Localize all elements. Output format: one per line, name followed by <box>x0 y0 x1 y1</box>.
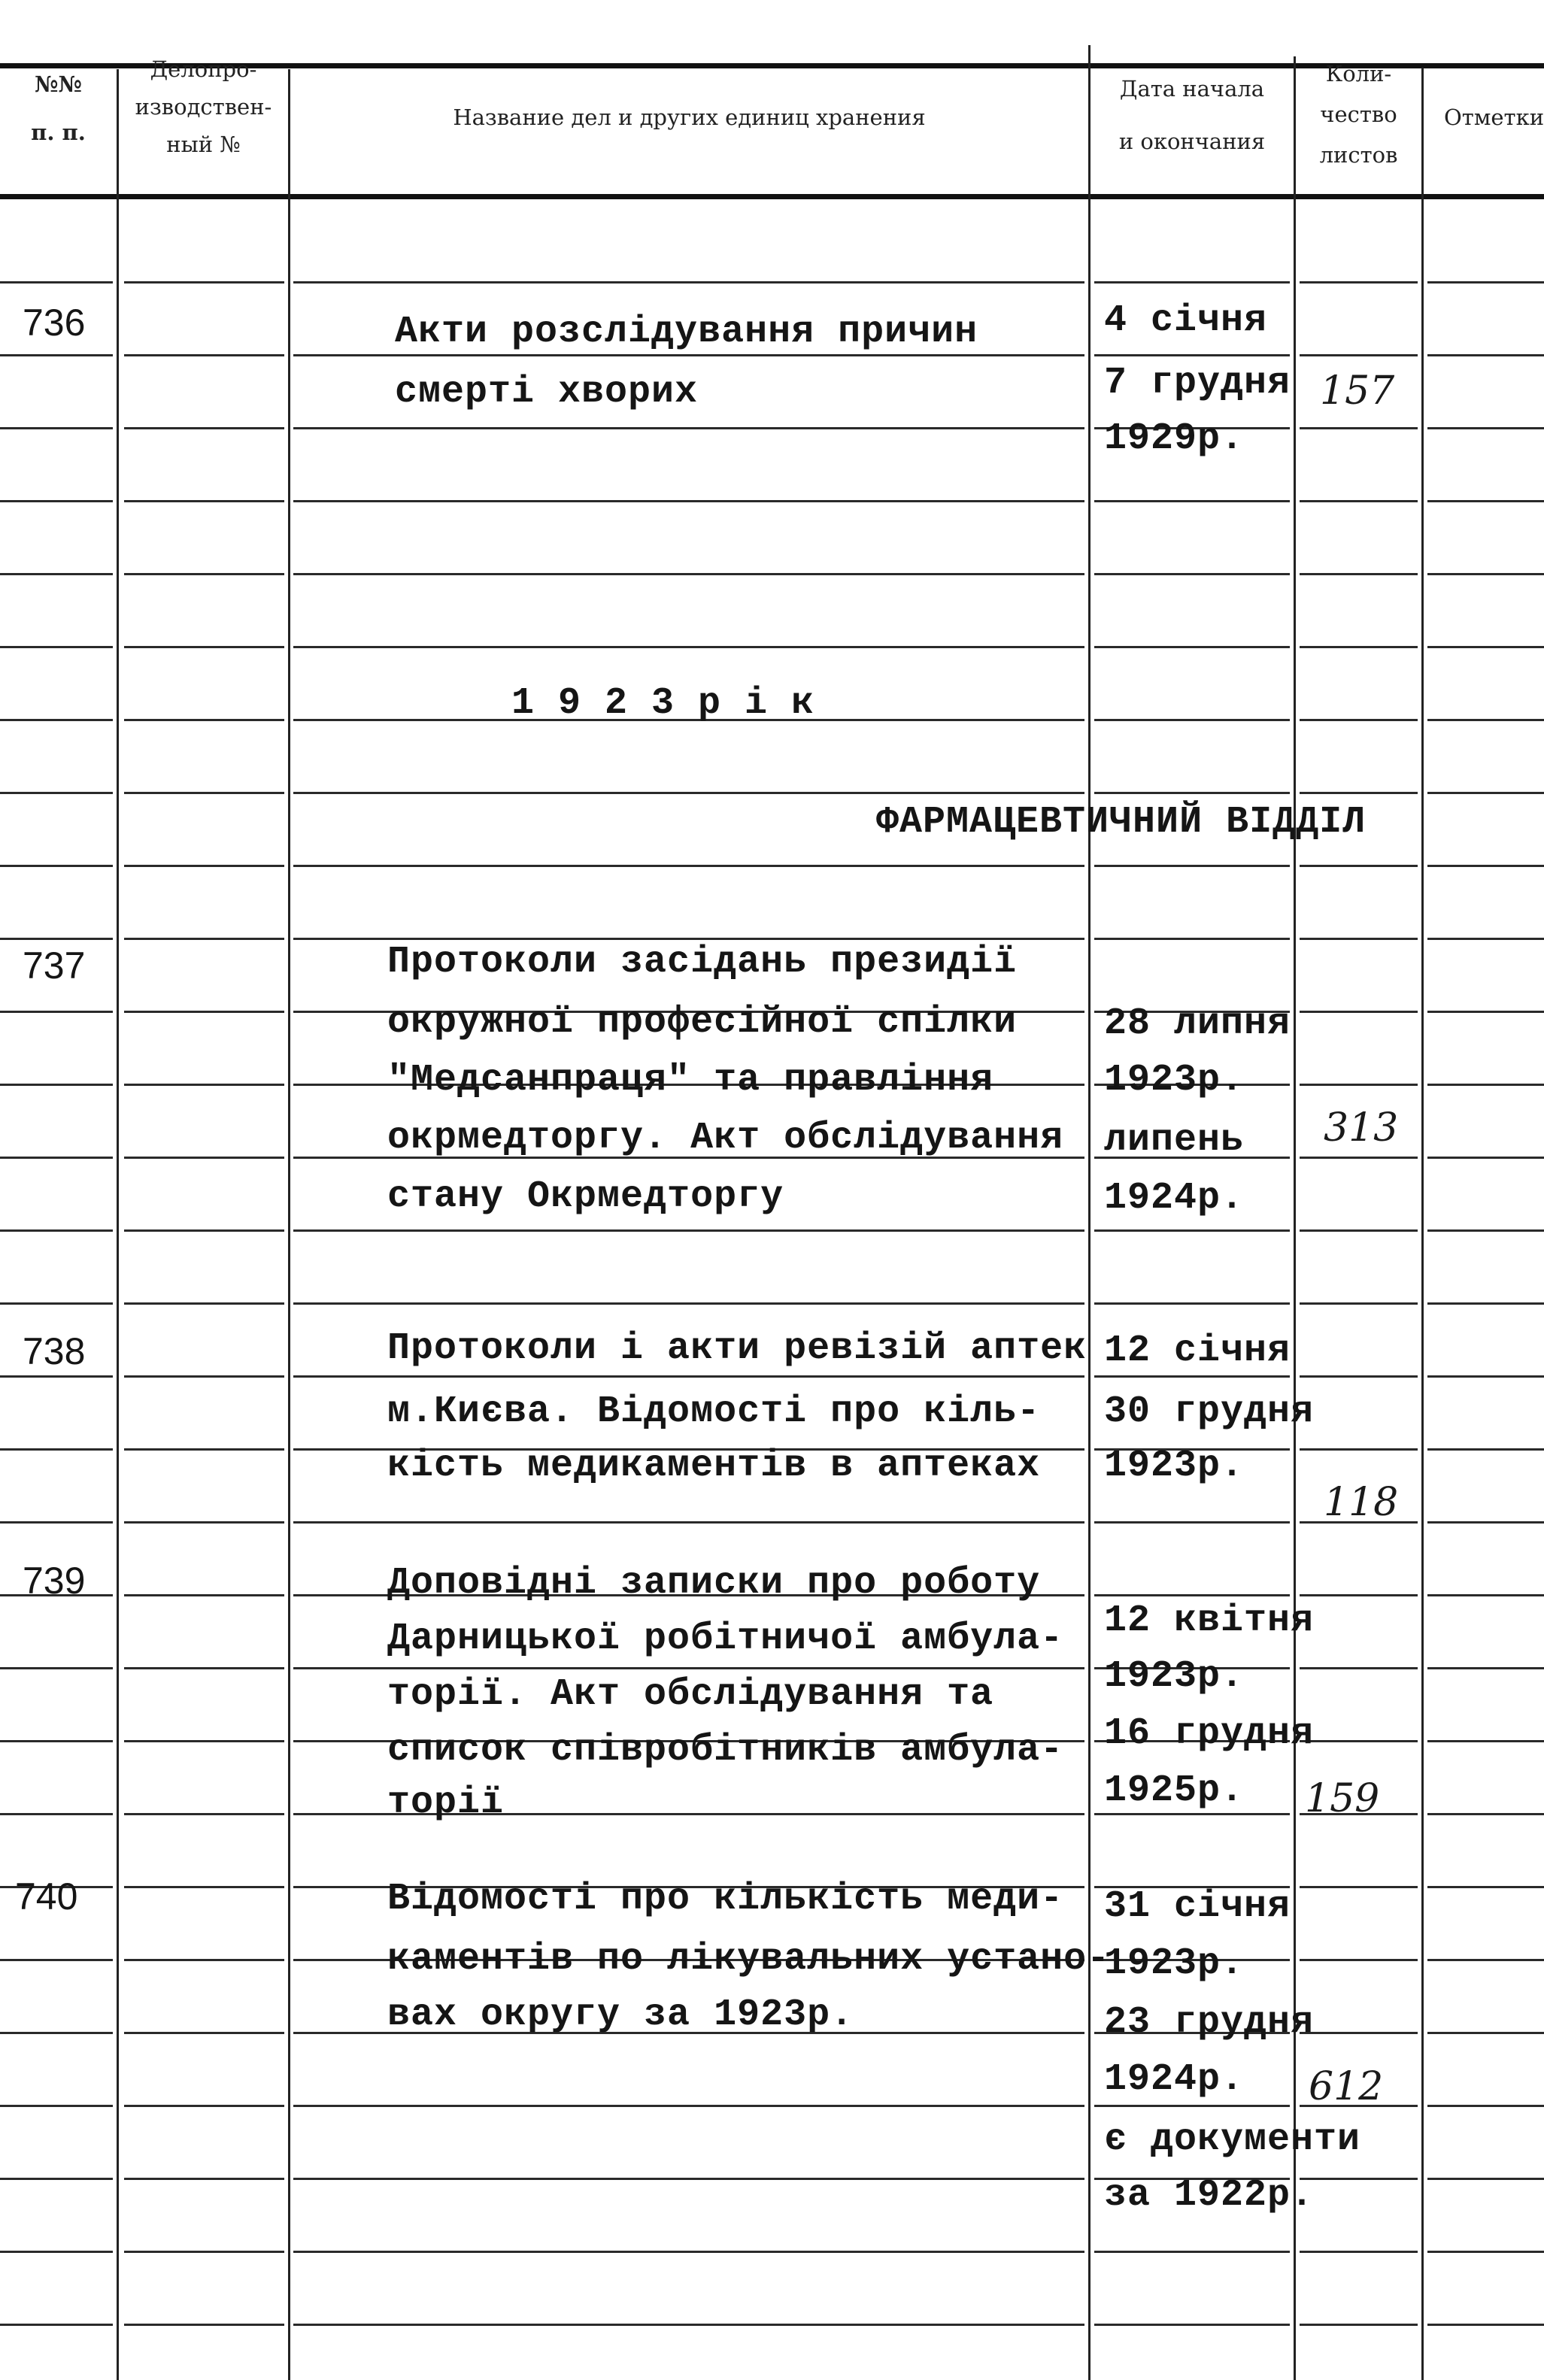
ruled-line <box>1300 1959 1418 1961</box>
ruled-line <box>1427 573 1544 575</box>
ruled-line <box>1094 500 1290 502</box>
ruled-line <box>0 1448 113 1451</box>
header-bottom-rule <box>0 194 1544 199</box>
ruled-line <box>1427 792 1544 794</box>
section-department: ФАРМАЦЕВТИЧНИЙ ВІДДІЛ <box>876 801 1367 844</box>
ruled-line <box>1427 1302 1544 1305</box>
ruled-line <box>124 2105 284 2107</box>
ruled-line <box>0 354 113 356</box>
entry-date-line: 16 грудня <box>1104 1712 1315 1755</box>
header-text: п. п. <box>31 120 86 145</box>
ruled-line <box>0 427 113 429</box>
ruled-line <box>1094 281 1290 283</box>
ruled-line <box>124 1157 284 1159</box>
entry-title-line: список співробітників амбула- <box>387 1729 1064 1772</box>
ruled-line <box>0 1667 113 1669</box>
ruled-line <box>1427 1959 1544 1961</box>
entry-title-line: Доповідні записки про роботу <box>387 1562 1041 1605</box>
ruled-line <box>0 1084 113 1086</box>
ruled-line <box>1300 1229 1418 1232</box>
ruled-line <box>1300 719 1418 721</box>
ruled-line <box>124 2251 284 2253</box>
entry-title-line: м.Києва. Відомості про кіль- <box>387 1390 1041 1433</box>
ruled-line <box>1094 1302 1290 1305</box>
entry-title-line: стану Окрмедторгу <box>387 1175 784 1218</box>
ruled-line <box>0 2178 113 2180</box>
ruled-line <box>293 500 1084 502</box>
entry-sheet-count: 313 <box>1324 1105 1399 1151</box>
ruled-line <box>0 865 113 867</box>
header-text: Дата начала <box>1119 76 1265 102</box>
entry-date-line: 1923р. <box>1104 1655 1245 1698</box>
header-dates <box>1091 72 1294 158</box>
ruled-line <box>1300 1157 1418 1159</box>
entry-date-line: 31 січня <box>1104 1885 1291 1928</box>
entry-date-line: 1923р. <box>1104 1059 1245 1102</box>
ruled-line <box>0 2324 113 2326</box>
ruled-line <box>1300 646 1418 648</box>
ruled-line <box>1300 354 1418 356</box>
ruled-line <box>0 2251 113 2253</box>
entry-title-line: Акти розслідування причин <box>395 311 978 353</box>
ruled-line <box>124 573 284 575</box>
entry-number: 740 <box>15 1875 78 1918</box>
entry-number: 736 <box>23 302 86 344</box>
header-text: Делопро- <box>150 56 257 82</box>
ruled-line <box>1427 354 1544 356</box>
ruled-line <box>1300 792 1418 794</box>
ruled-line <box>1300 1594 1418 1596</box>
entry-sheet-count: 612 <box>1309 2064 1384 2109</box>
ruled-line <box>1300 2178 1418 2180</box>
ruled-line <box>1427 719 1544 721</box>
ruled-line <box>1300 2032 1418 2034</box>
ruled-line <box>124 792 284 794</box>
ruled-line <box>0 938 113 940</box>
entry-title-line: "Медсанпраця" та правління <box>387 1059 994 1102</box>
ruled-line <box>0 2105 113 2107</box>
ruled-line <box>293 792 1084 794</box>
ruled-line <box>293 573 1084 575</box>
ruled-line <box>1300 1011 1418 1013</box>
ruled-line <box>124 1302 284 1305</box>
ruled-line <box>0 1740 113 1742</box>
header-text: №№ <box>34 71 83 97</box>
ruled-line <box>124 281 284 283</box>
ruled-line <box>124 1229 284 1232</box>
entry-date-line: 7 грудня <box>1104 362 1291 405</box>
ruled-line <box>124 646 284 648</box>
ruled-line <box>1300 1375 1418 1378</box>
ruled-line <box>293 1521 1084 1524</box>
ruled-line <box>1427 2105 1544 2107</box>
ruled-line <box>1427 1084 1544 1086</box>
ruled-line <box>1427 281 1544 283</box>
ruled-line <box>0 573 113 575</box>
ruled-line <box>1427 646 1544 648</box>
ruled-line <box>293 427 1084 429</box>
ruled-line <box>0 1302 113 1305</box>
ruled-line <box>1094 1375 1290 1378</box>
entry-sheet-count: 157 <box>1320 368 1395 414</box>
ruled-line <box>1300 281 1418 283</box>
entry-date-line: 1924р. <box>1104 2058 1245 2101</box>
ruled-line <box>1300 573 1418 575</box>
header-text: Коли- <box>1325 61 1392 86</box>
ruled-line <box>0 2032 113 2034</box>
ruled-line <box>1094 2251 1290 2253</box>
ruled-line <box>1427 2032 1544 2034</box>
ruled-line <box>124 865 284 867</box>
ruled-line <box>1427 2324 1544 2326</box>
ruled-line <box>1300 2324 1418 2326</box>
entry-date-line: 1929р. <box>1104 417 1245 460</box>
entry-date-line: липень <box>1104 1119 1245 1162</box>
ruled-line <box>1427 1886 1544 1888</box>
ruled-line <box>0 1959 113 1961</box>
entry-date-line: є документи <box>1104 2118 1361 2161</box>
entry-date-line: 1923р. <box>1104 1445 1245 1487</box>
ruled-line <box>124 500 284 502</box>
ruled-line <box>1427 1594 1544 1596</box>
ruled-line <box>1094 1594 1290 1596</box>
entry-title-line: торії. Акт обслідування та <box>387 1673 994 1716</box>
header-sheets <box>1296 57 1421 171</box>
ruled-line <box>1427 1813 1544 1815</box>
entry-number: 737 <box>23 944 86 987</box>
ruled-line <box>124 1813 284 1815</box>
ruled-line <box>0 1157 113 1159</box>
ruled-line <box>0 646 113 648</box>
ruled-line <box>124 1594 284 1596</box>
ruled-line <box>124 1375 284 1378</box>
ruled-line <box>1427 1375 1544 1378</box>
ruled-line <box>1300 1667 1418 1669</box>
entry-date-line: 23 грудня <box>1104 2001 1315 2044</box>
ruled-line <box>124 427 284 429</box>
ruled-line <box>1094 646 1290 648</box>
header-text: листов <box>1319 142 1398 168</box>
entry-title-line: окрмедторгу. Акт обслідування <box>387 1117 1064 1160</box>
ruled-line <box>293 1229 1084 1232</box>
entry-title-line: торії <box>387 1781 505 1824</box>
ruled-line <box>124 938 284 940</box>
ruled-line <box>1300 1084 1418 1086</box>
ruled-line <box>1300 2251 1418 2253</box>
entry-title-line: Протоколи засідань президії <box>387 941 1018 984</box>
ruled-line <box>124 1011 284 1013</box>
ruled-line <box>293 2251 1084 2253</box>
ruled-line <box>1094 719 1290 721</box>
ruled-line <box>124 2324 284 2326</box>
section-year: 1 9 2 3 р і к <box>511 682 815 725</box>
entry-title-line: каментів по лікувальних устано- <box>387 1938 1111 1981</box>
ruled-line <box>1300 938 1418 940</box>
entry-sheet-count: 159 <box>1305 1776 1380 1821</box>
entry-date-line: 4 січня <box>1104 299 1268 342</box>
ruled-line <box>1427 865 1544 867</box>
entry-title-line: Дарницької робітничої амбула- <box>387 1617 1064 1660</box>
ruled-line <box>0 281 113 283</box>
ruled-line <box>1300 1886 1418 1888</box>
ruled-line <box>1427 1521 1544 1524</box>
entry-number: 738 <box>23 1330 86 1372</box>
ruled-line <box>293 2324 1084 2326</box>
ruled-line <box>0 719 113 721</box>
ruled-line <box>124 1959 284 1961</box>
ruled-line <box>0 500 113 502</box>
ruled-line <box>1427 2178 1544 2180</box>
ruled-line <box>1094 792 1290 794</box>
column-divider <box>117 69 119 2380</box>
ruled-line <box>0 1813 113 1815</box>
header-text: чество <box>1320 102 1397 127</box>
entry-title-line: кість медикаментів в аптеках <box>387 1445 1041 1487</box>
entry-date-line: 30 грудня <box>1104 1390 1315 1433</box>
ruled-line <box>124 1886 284 1888</box>
column-divider <box>288 69 290 2380</box>
entry-date-line: 1923р. <box>1104 1942 1245 1985</box>
ruled-line <box>124 2178 284 2180</box>
column-divider <box>1421 68 1424 2380</box>
header-title: Название дел и других единиц хранения <box>453 105 926 130</box>
ruled-line <box>0 1229 113 1232</box>
entry-date-line: за 1922р. <box>1104 2174 1315 2217</box>
ruled-line <box>1094 865 1290 867</box>
ruled-line <box>1094 354 1290 356</box>
ruled-line <box>1300 500 1418 502</box>
ruled-line <box>1094 2105 1290 2107</box>
ruled-line <box>124 2032 284 2034</box>
ruled-line <box>1300 1740 1418 1742</box>
ruled-line <box>1427 427 1544 429</box>
entry-date-line: 12 квітня <box>1104 1599 1315 1642</box>
ruled-line <box>1094 2324 1290 2326</box>
ruled-line <box>293 2105 1084 2107</box>
ruled-line <box>1300 1302 1418 1305</box>
ruled-line <box>124 1448 284 1451</box>
header-text: изводствен- <box>135 94 272 120</box>
ruled-line <box>1427 1229 1544 1232</box>
entry-title-line: Протоколи і акти ревізій аптек <box>387 1327 1087 1370</box>
entry-date-line: 12 січня <box>1104 1329 1291 1372</box>
ruled-line <box>1094 573 1290 575</box>
entry-sheet-count: 118 <box>1324 1480 1399 1525</box>
ruled-line <box>293 1667 1084 1669</box>
ruled-line <box>1300 1448 1418 1451</box>
ruled-line <box>124 1521 284 1524</box>
ruled-line <box>0 1375 113 1378</box>
ruled-line <box>1094 1229 1290 1232</box>
ruled-line <box>0 1011 113 1013</box>
header-number <box>0 68 117 149</box>
ruled-line <box>1427 1667 1544 1669</box>
entry-date-line: 1925р. <box>1104 1769 1245 1812</box>
ruled-line <box>1427 1448 1544 1451</box>
ruled-line <box>1427 500 1544 502</box>
entry-number: 739 <box>23 1560 86 1602</box>
ruled-line <box>1427 1740 1544 1742</box>
entry-title-line: вах округу за 1923р. <box>387 1993 854 2036</box>
header-text: ный № <box>166 132 241 157</box>
ruled-line <box>124 354 284 356</box>
ruled-line <box>124 719 284 721</box>
ruled-line <box>1427 1157 1544 1159</box>
ruled-line <box>1094 938 1290 940</box>
ruled-line <box>293 1302 1084 1305</box>
ruled-line <box>124 1084 284 1086</box>
ruled-line <box>124 1667 284 1669</box>
header-office-number <box>119 53 288 161</box>
ruled-line <box>1094 1521 1290 1524</box>
entry-title-line: окружної професійної спілки <box>387 1001 1018 1044</box>
header-notes: Отметки <box>1444 105 1544 130</box>
ruled-line <box>1300 427 1418 429</box>
ruled-line <box>293 646 1084 648</box>
ruled-line <box>124 1740 284 1742</box>
ruled-line <box>1427 938 1544 940</box>
ruled-line <box>293 1375 1084 1378</box>
entry-date-line: 28 липня <box>1104 1002 1291 1045</box>
entry-date-line: 1924р. <box>1104 1177 1245 1220</box>
ruled-line <box>0 792 113 794</box>
entry-title-line: Відомості про кількість меди- <box>387 1878 1064 1921</box>
ruled-line <box>1427 1011 1544 1013</box>
ruled-line <box>1300 865 1418 867</box>
ruled-line <box>293 281 1084 283</box>
ruled-line <box>1427 2251 1544 2253</box>
ruled-line <box>293 865 1084 867</box>
header-text: и окончания <box>1118 129 1266 154</box>
ruled-line <box>293 2178 1084 2180</box>
column-divider <box>1088 45 1091 2380</box>
ruled-line <box>0 1521 113 1524</box>
entry-title-line: смерті хворих <box>395 371 699 414</box>
